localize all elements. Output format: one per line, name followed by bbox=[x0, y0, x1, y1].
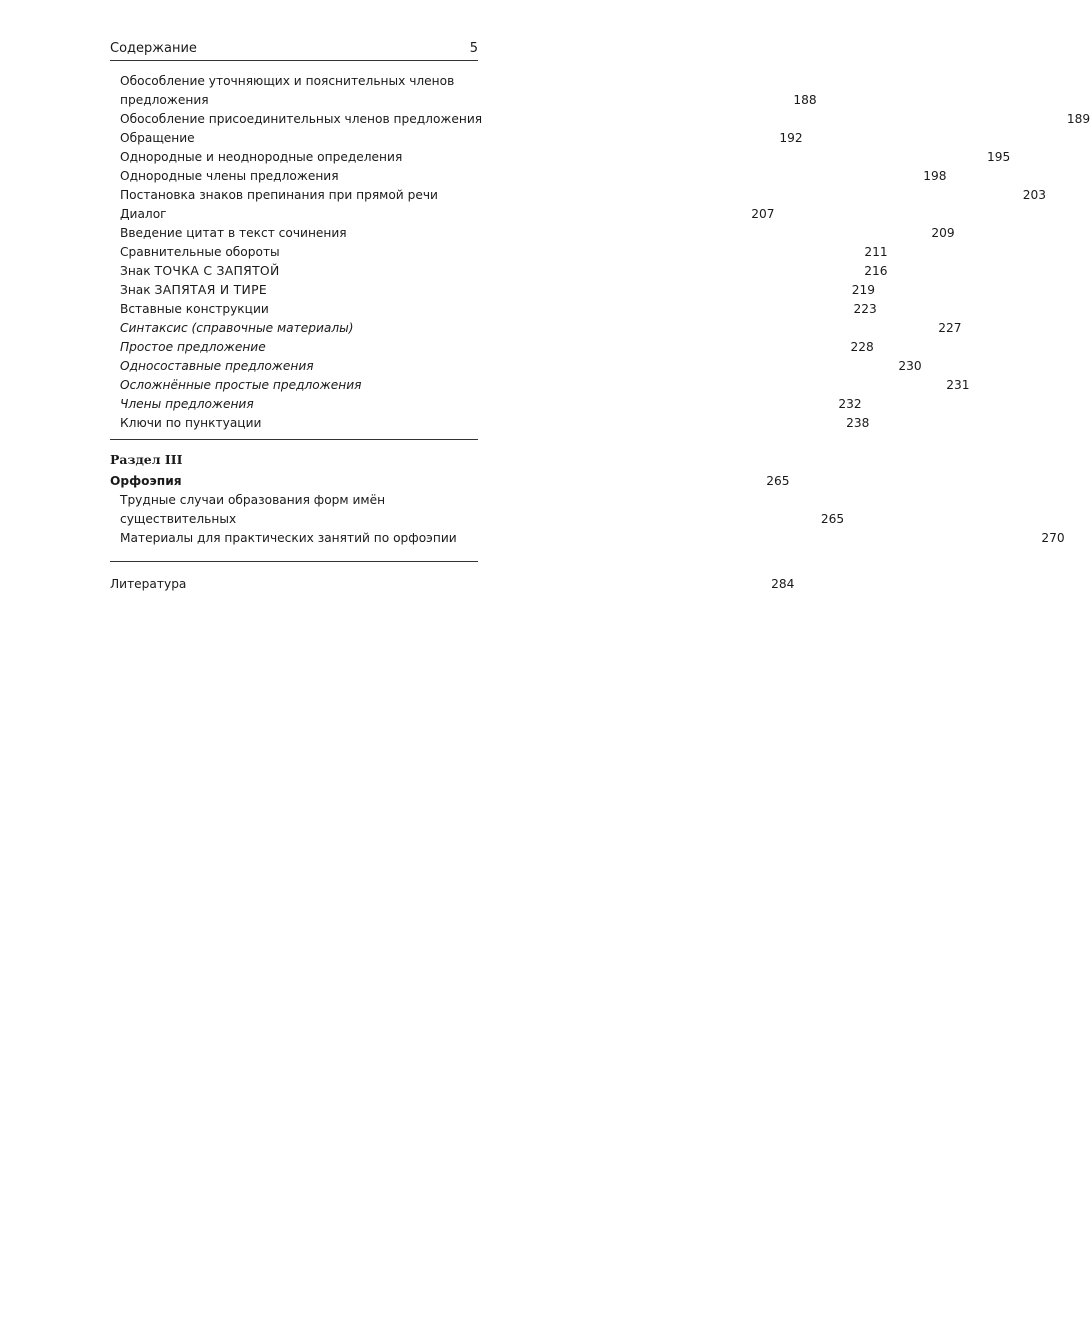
running-head-page-number: 5 bbox=[469, 41, 478, 56]
toc-entry[interactable]: Знак ТОЧКА С ЗАПЯТОЙ 216 bbox=[120, 263, 888, 278]
toc-entry[interactable]: Диалог 207 bbox=[120, 207, 775, 221]
toc-entry-italic[interactable]: Осложнённые простые предложения 231 bbox=[120, 378, 970, 392]
toc-entry[interactable]: Обособление присоединительных членов предложения 189 bbox=[120, 112, 1090, 126]
toc-entry[interactable]: Постановка знаков препинания при прямой речи 203 bbox=[120, 188, 1046, 202]
running-head-title: Содержание bbox=[110, 41, 197, 56]
toc-literature-entry[interactable]: Литература 284 bbox=[110, 577, 795, 591]
toc-entry[interactable]: Введение цитат в текст сочинения 209 bbox=[120, 226, 955, 240]
toc-entry[interactable]: Однородные и неоднородные определения 195 bbox=[120, 150, 1011, 164]
toc-entry[interactable]: Ключи по пунктуации 238 bbox=[120, 416, 870, 430]
toc-entry[interactable]: Сравнительные обороты 211 bbox=[120, 245, 888, 259]
toc-section-entry[interactable]: Орфоэпия 265 bbox=[110, 474, 790, 488]
toc-entry-line1: Обособление уточняющих и пояснительных членов bbox=[120, 74, 455, 88]
toc-entry[interactable]: Однородные члены предложения 198 bbox=[120, 169, 947, 183]
toc-entry[interactable]: Материалы для практических занятий по орфоэпии 270 bbox=[120, 531, 1065, 545]
toc-entry-italic[interactable]: Односоставные предложения 230 bbox=[120, 359, 922, 373]
section-divider bbox=[110, 561, 478, 562]
toc-entry[interactable]: Вставные конструкции 223 bbox=[120, 302, 877, 316]
section-divider bbox=[110, 439, 478, 440]
toc-entry[interactable]: Знак ЗАПЯТАЯ И ТИРЕ 219 bbox=[120, 282, 875, 297]
toc-entry-italic[interactable]: Простое предложение 228 bbox=[120, 340, 874, 354]
toc-entry-line1: Трудные случаи образования форм имён bbox=[120, 493, 386, 507]
toc-entry-italic[interactable]: Синтаксис (справочные материалы) 227 bbox=[120, 321, 962, 335]
toc-entry-italic[interactable]: Члены предложения 232 bbox=[120, 397, 862, 411]
section-heading: Раздел III bbox=[110, 452, 183, 467]
toc-entry[interactable]: предложения 188 bbox=[120, 93, 817, 107]
toc-entry[interactable]: существительных 265 bbox=[120, 512, 845, 526]
toc-entry[interactable]: Обращение 192 bbox=[120, 131, 803, 145]
running-head bbox=[110, 41, 478, 61]
